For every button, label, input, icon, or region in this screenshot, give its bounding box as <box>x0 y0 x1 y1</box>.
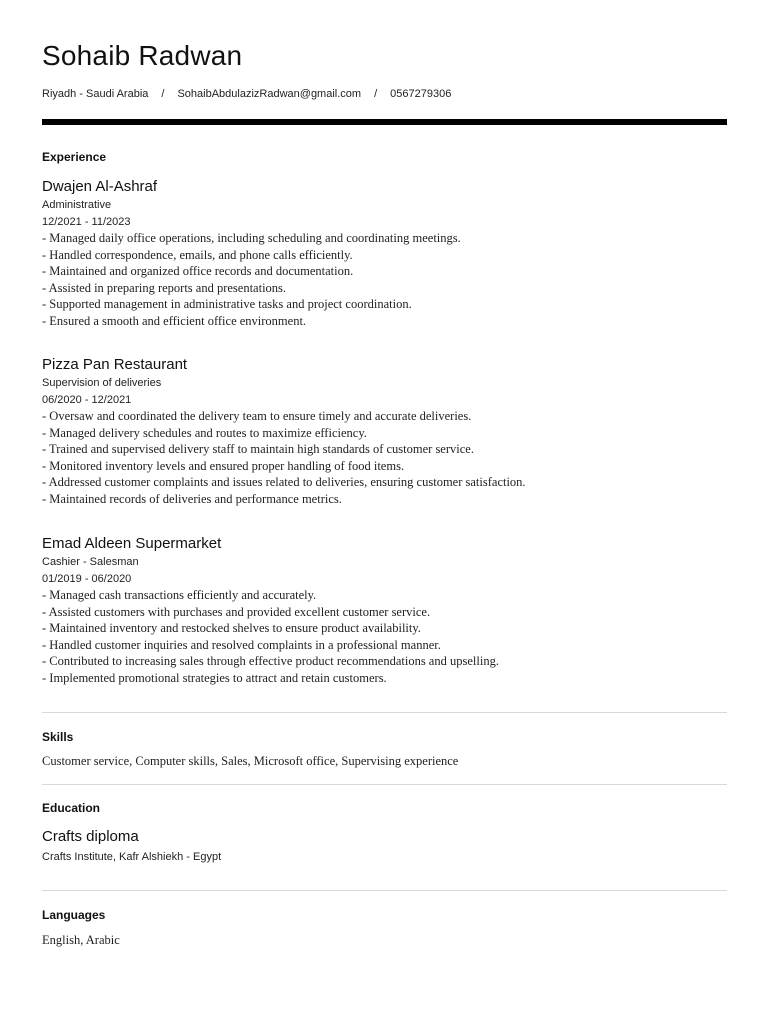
education-title: Crafts diploma <box>42 828 139 845</box>
job-bullet: - Managed daily office operations, including scheduling and coordinating meetings. <box>42 231 461 245</box>
job-bullet: - Oversaw and coordinated the delivery team to ensure timely and accurate deliveries. <box>42 409 472 423</box>
section-divider <box>42 712 727 713</box>
job-role: Supervision of deliveries <box>42 377 162 389</box>
skills-heading: Skills <box>42 730 74 744</box>
job-bullet: - Handled customer inquiries and resolved complaints in a professional manner. <box>42 637 441 652</box>
location-text: Riyadh - Saudi Arabia <box>42 88 149 100</box>
languages-text: English, Arabic <box>42 933 120 947</box>
job-entry <box>42 177 727 329</box>
job-dates: 12/2021 - 11/2023 <box>42 215 131 228</box>
job-bullet: - Monitored inventory levels and ensured proper handling of food items. <box>42 458 405 473</box>
languages-heading: Languages <box>42 908 106 922</box>
job-bullet: - Ensured a smooth and efficient office environment. <box>42 313 307 328</box>
contact-separator: / <box>161 88 165 100</box>
job-bullet: - Handled correspondence, emails, and phone calls efficiently. <box>42 247 353 262</box>
job-bullet: - Implemented promotional strategies to attract and retain customers. <box>42 670 387 685</box>
email-text: SohaibAbdulazizRadwan@gmail.com <box>177 88 362 100</box>
phone-text: 0567279306 <box>390 88 452 100</box>
contact-separator: / <box>374 88 378 100</box>
job-entry <box>42 534 727 686</box>
job-bullet: - Maintained inventory and restocked shelves to ensure product availability. <box>42 621 421 635</box>
job-bullet: - Trained and supervised delivery staff to maintain high standards of customer service. <box>42 442 474 456</box>
skills-text: Customer service, Computer skills, Sales, Microsoft office, Supervising experience <box>42 754 459 768</box>
candidate-name: Sohaib Radwan <box>42 40 243 71</box>
experience-heading: Experience <box>42 150 107 164</box>
job-bullet-list <box>42 408 727 507</box>
job-bullet-list <box>42 230 727 329</box>
job-role: Cashier - Salesman <box>42 556 139 568</box>
job-company: Emad Aldeen Supermarket <box>42 535 222 552</box>
section-divider <box>42 890 727 891</box>
job-bullet: - Contributed to increasing sales through effective product recommendations and upselling. <box>42 654 499 668</box>
job-bullet: - Addressed customer complaints and issues related to deliveries, ensuring customer satisfaction. <box>42 475 526 489</box>
job-bullet: - Assisted in preparing reports and presentations. <box>42 280 287 295</box>
job-dates: 06/2020 - 12/2021 <box>42 393 132 406</box>
job-bullet: - Assisted customers with purchases and provided excellent customer service. <box>42 604 431 619</box>
header-divider <box>42 119 727 125</box>
section-divider <box>42 784 727 785</box>
contact-line <box>42 88 451 100</box>
job-role: Administrative <box>42 199 112 211</box>
job-dates: 01/2019 - 06/2020 <box>42 572 132 585</box>
job-bullet: - Maintained records of deliveries and performance metrics. <box>42 491 342 506</box>
education-heading: Education <box>42 801 101 815</box>
job-bullet: - Managed delivery schedules and routes to maximize efficiency. <box>42 425 367 440</box>
job-bullet-list <box>42 587 727 686</box>
education-institution: Crafts Institute, Kafr Alshiekh - Egypt <box>42 851 222 863</box>
job-company: Pizza Pan Restaurant <box>42 356 188 373</box>
job-bullet: - Supported management in administrative tasks and project coordination. <box>42 297 412 311</box>
job-bullet: - Managed cash transactions efficiently and accurately. <box>42 588 317 602</box>
job-bullet: - Maintained and organized office records and documentation. <box>42 264 354 278</box>
job-entry <box>42 355 727 507</box>
job-company: Dwajen Al-Ashraf <box>42 178 158 195</box>
